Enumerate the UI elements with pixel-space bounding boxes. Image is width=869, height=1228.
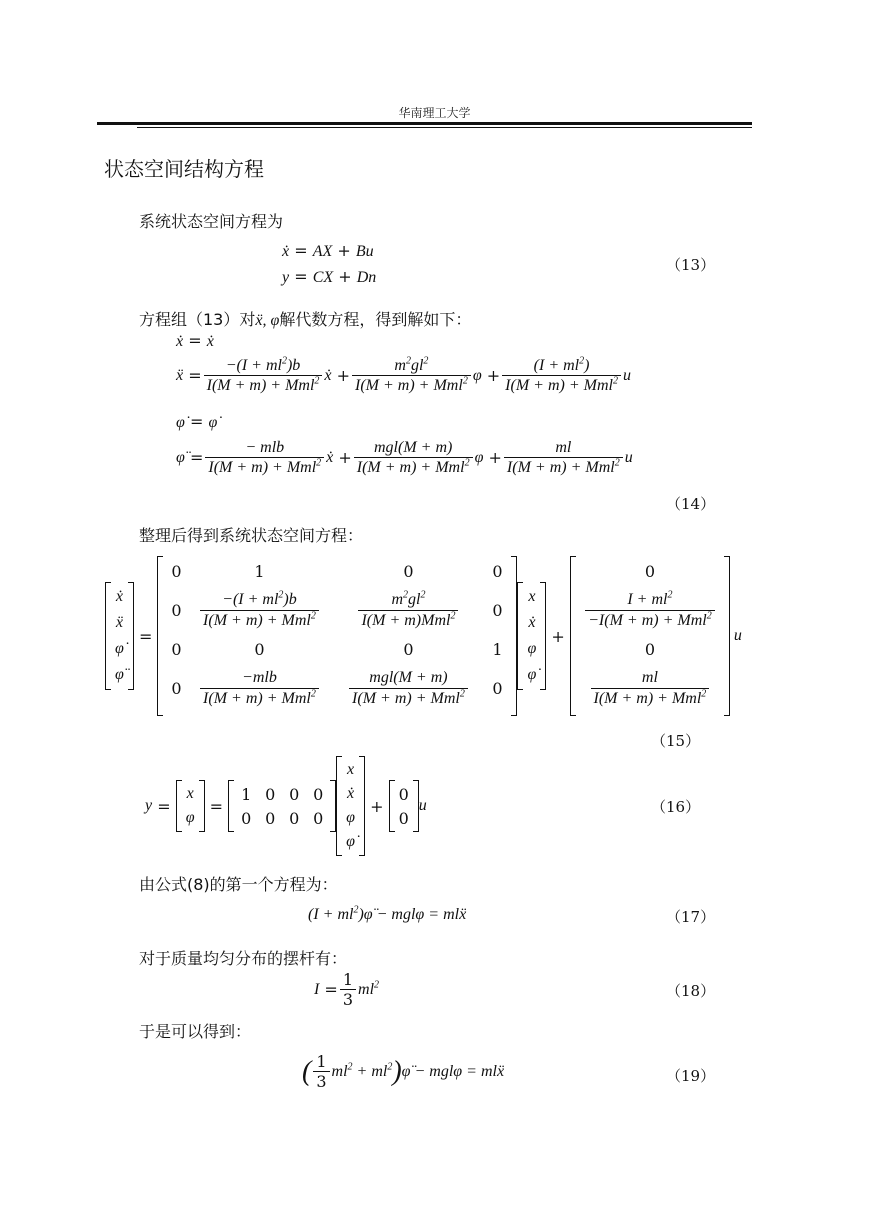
- equation-14-line-3: φ̇ = φ̇: [176, 412, 218, 431]
- equation-number-19: （19）: [666, 1067, 716, 1085]
- header-rule-thick: [97, 122, 752, 125]
- paragraph-1: 系统状态空间方程为: [139, 212, 284, 231]
- header-rule-thin: [137, 127, 752, 128]
- equation-13-line-1: ẋ = AX + Bu: [282, 241, 374, 260]
- equation-number-14: （14）: [666, 495, 716, 513]
- equation-17: $(I + ml^2)\varphï - mgl\varphi$ = mlẍ: [308, 904, 467, 923]
- equation-number-18: （18）: [666, 982, 716, 1000]
- paragraph-3: 整理后得到系统状态空间方程：: [139, 526, 364, 545]
- equation-number-16: （16）: [651, 798, 701, 816]
- paragraph-4: 由公式(8)的第一个方程为：: [139, 875, 338, 894]
- paragraph-5: 对于质量均匀分布的摆杆有：: [139, 949, 348, 968]
- equation-14-line-2: ẍ = $\frac{-(I + ml^2)b}{I(M + m) + Mml^2}$ ẋ + $\frac{m^2gl^2}{I(M + m) + Mml^2}$ φ + $\frac{(I + ml^2)}{I(M + m) + Mml^2}$ u: [176, 355, 631, 395]
- section-title: 状态空间结构方程: [104, 157, 264, 181]
- equation-number-13: （13）: [666, 256, 716, 274]
- equation-13-line-2: y = CX + Dn: [282, 267, 377, 286]
- equation-15: ẋ ẍ φ̇ φ̈ = 0 1 0 0 0 $\frac{-(I + ml^2)b}{I(M + m) + Mml^2}$ $\frac{m^2gl^2}{I(M + m)Mml^2}$ 0 0 0 0 1 0 $\frac{\text{−mlb}}{I(M + m) + Mml^2}$ $\frac{\text{mgl(M + m)}}{I(M + m) + Mml^2}$ 0 x ẋ φ φ̇ + 0 $\frac{I + ml^2}{-I(M + m) + Mml^2}$ 0 $\frac{ml}{I(M + m) + Mml^2}$ u: [105, 556, 742, 716]
- equation-14-line-4: φ̈ = $\frac{\text{− mlb}}{I(M + m) + Mml^2}$ ẋ + $\frac{\text{mgl(M + m)}}{I(M + m) + Mml^2}$ φ + $\frac{ml}{I(M + m) + Mml^2}$ u: [176, 439, 633, 477]
- equation-number-15: （15）: [651, 732, 701, 750]
- paragraph-6: 于是可以得到：: [139, 1022, 252, 1041]
- equation-number-17: （17）: [666, 908, 716, 926]
- equation-18: I = $\frac{1}{3}$ $ml^2$: [314, 970, 380, 1010]
- equation-14-line-1: ẋ = ẋ: [176, 331, 214, 350]
- paragraph-2: 方程组（13）对ẍ, φ̈解代数方程，得到解如下：: [139, 310, 472, 329]
- running-header: 华南理工大学: [398, 106, 471, 120]
- equation-19: ( $\frac{1}{3}$ $ml^2 + ml^2$ ) φ̈ − mglφ = mlẍ: [302, 1052, 505, 1092]
- equation-16: y = x φ = 1 0 0 0 0 0 0 0 x ẋ φ φ̇ + 0 0 u: [145, 756, 427, 856]
